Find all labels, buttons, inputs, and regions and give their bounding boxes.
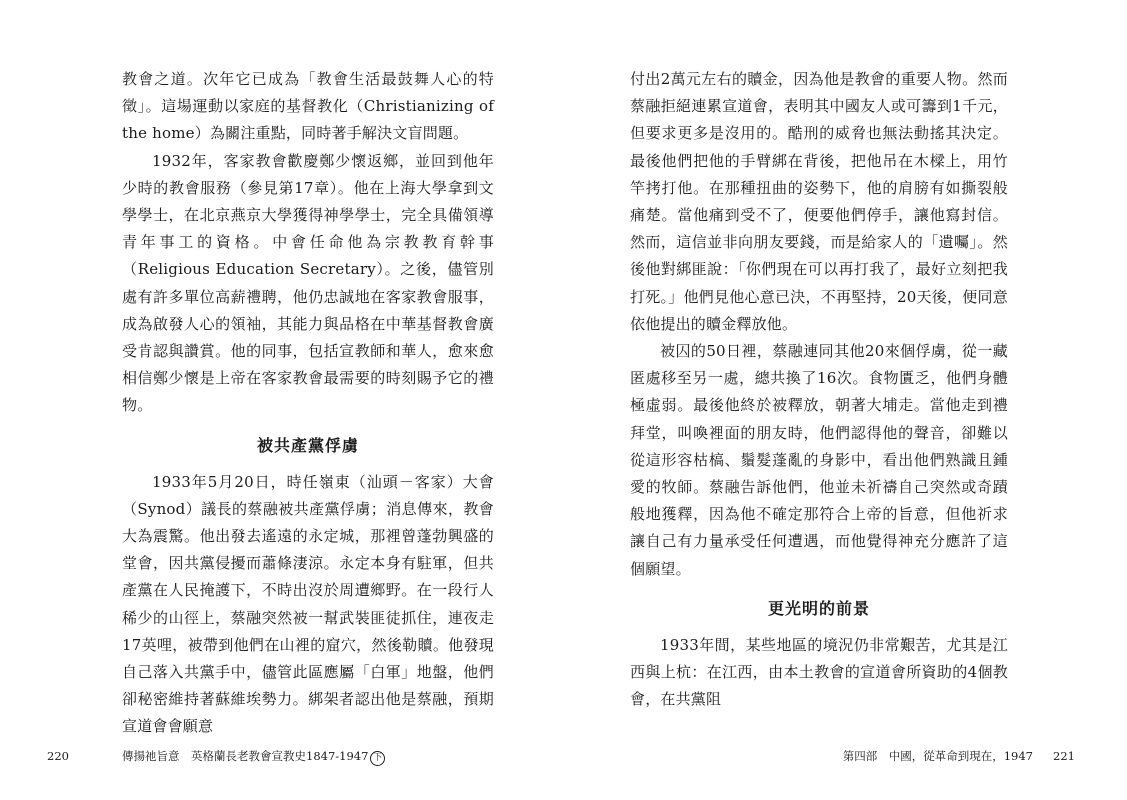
right-running-title: 第四部 中國，從革命到現在，1947 [842, 749, 1033, 763]
right-paragraph-1: 付出2萬元左右的贖金，因為他是教會的重要人物。然而蔡融拒絕連累宣道會，表明其中國友人或可籌到1千元，但要求更多是沒用的。酷刑的威脅也無法動搖其決定。最後他們把他的手臂綁在背後，把他吊在木樑上，用竹竿拷打他。在那種扭曲的姿勢下，他的肩膀有如撕裂般痛楚。當他痛到受不了，便要他們停手，讓他寫封信。然而，這信並非向朋友要錢，而是給家人的「遺囑」。然後他對綁匪說：「你們現在可以再打我了，最好立刻把我打死。」他們見他心意已決，不再堅持，20天後，便同意依他提出的贖金釋放他。 [630, 70, 1008, 333]
left-page-number: 220 [47, 749, 69, 763]
right-section-heading: 更光明的前景 [767, 598, 870, 618]
left-running-title [122, 748, 385, 766]
left-page [0, 0, 563, 800]
right-page-body [630, 66, 1008, 713]
right-paragraph-3: 1933年間，某些地區的境況仍非常艱苦，尤其是江西與上杭：在江西，由本土教會的宣道會所資助的4個教會，在共黨阻 [630, 635, 1008, 709]
right-page [563, 0, 1127, 800]
left-paragraph-3: 1933年5月20日，時任嶺東（汕頭－客家）大會（Synod）議長的蔡融被共產黨俘虜；消息傳來，教會大為震驚。他出發去遙遠的永定城，那裡曾蓬勃興盛的堂會，因共黨侵擾而蕭條淒涼。永定本身有駐軍，但共產黨在人民掩護下，不時出沒於周遭鄉野。在一段行人稀少的山徑上，蔡融突然被一幫武裝匪徒抓住，連夜走17英哩，被帶到他們在山裡的窟穴，然後勒贖。他發現自己落入共黨手中，儘管此區應屬「白軍」地盤，他們卻秘密維持著蘇維埃勢力。綁架者認出他是蔡融，預期宣道會會願意 [122, 472, 494, 736]
left-paragraph-1: 教會之道。次年它已成為「教會生活最鼓舞人心的特徵」。這場運動以家庭的基督教化（Christianizing of the home）為關注重點，同時著手解決文盲問題。 [122, 70, 494, 143]
right-paragraph-2: 被囚的50日裡，蔡融連同其他20來個俘虜，從一藏匿處移至另一處，總共換了16次。食物匱乏，他們身體極虛弱。最後他終於被釋放，朝著大埔走。當他走到禮拜堂，叫喚裡面的朋友時，他們認得他的聲音，卻難以從這形容枯槁、鬚髮蓬亂的身影中，看出他們熟識且鍾愛的牧師。蔡融告訴他們，他並未祈禱自己突然或奇蹟般地獲釋，因為他不確定那符合上帝的旨意，但他祈求讓自己有力量承受任何遭遇，而他覺得神充分應許了這個願望。 [630, 342, 1008, 578]
left-paragraph-2: 1932年，客家教會歡慶鄭少懷返鄉，並回到他年少時的教會服務（參見第17章）。他在上海大學拿到文學學士，在北京燕京大學獲得神學學士，完全具備領導青年事工的資格。中會任命他為宗教教育幹事（Religious Education Secretary）。之後，儘管別處有許多單位高薪禮聘，他仍忠誠地在客家教會服事，成為啟發人心的領袖，其能力與品格在中華基督教會廣受肯認與讚賞。他的同事，包括宣教師和華人，愈來愈相信鄭少懷是上帝在客家教會最需要的時刻賜予它的禮物。 [122, 151, 494, 415]
left-page-body [122, 66, 494, 741]
volume-mark: 下 [370, 751, 385, 766]
right-page-number: 221 [1053, 749, 1075, 763]
left-running-title-text: 傳揚祂旨意 英格蘭長老教會宣教史1847-1947 [122, 749, 369, 763]
left-section-heading: 被共產黨俘虜 [256, 435, 359, 455]
